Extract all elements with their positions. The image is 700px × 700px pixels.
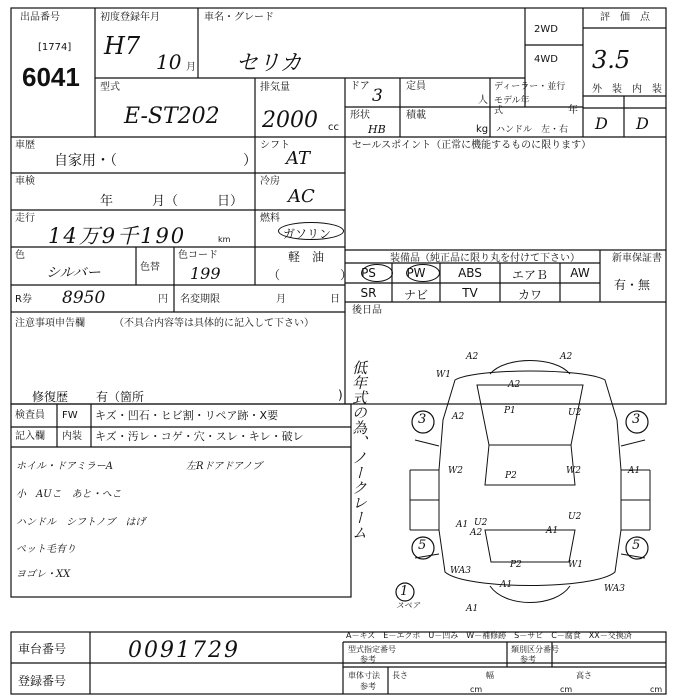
- name-change-day: 日: [330, 294, 340, 305]
- inspection-label: 車検: [15, 176, 35, 187]
- mark-10: A1: [628, 466, 641, 476]
- mark-8: W2: [448, 466, 463, 476]
- no-claim-text: 低年式の為、ノークレーム: [350, 360, 368, 540]
- model-name-value: セリカ: [236, 51, 302, 76]
- car-diagram: [395, 350, 665, 615]
- history-label: 車歴: [15, 140, 35, 151]
- r-ticket-value: 8950: [62, 288, 106, 308]
- history-value: 自家用・（ ）: [54, 153, 257, 169]
- doors-value: 3: [372, 86, 383, 106]
- drive-4wd: 4WD: [534, 54, 558, 65]
- equipment-abs: ABS: [458, 266, 482, 280]
- lot-label: 出品番号: [20, 12, 60, 23]
- dims-unit-height: cm: [650, 685, 663, 694]
- interior-label: 内 装: [632, 84, 662, 95]
- fuel-gasoline: ガソリン: [283, 227, 332, 241]
- displacement-label: 排気量: [260, 82, 290, 93]
- mark-17: P2: [510, 560, 522, 570]
- mark-13: W1: [568, 560, 583, 570]
- equipment-aw: AW: [570, 266, 590, 280]
- repair-value: 有（箇所: [96, 390, 145, 404]
- mark-20: WA3: [604, 584, 626, 594]
- equipment-tv: TV: [462, 286, 478, 300]
- lot-code: [1774]: [38, 42, 72, 53]
- model-year-label: モデル年式: [494, 96, 530, 116]
- mark-2: W1: [436, 370, 451, 380]
- dims-label: 車体寸法: [348, 671, 380, 680]
- mark-15: A2: [470, 528, 483, 538]
- ac-value: AC: [288, 186, 315, 207]
- equipment-pw: PW: [406, 266, 426, 280]
- mark-7: P2: [505, 471, 517, 481]
- capacity-label: 定員: [406, 81, 426, 92]
- mark-18: A1: [500, 580, 513, 590]
- repair-close: ): [338, 388, 343, 402]
- inspector-fw-label: FW: [62, 410, 78, 421]
- name-change-label: 名変期限: [180, 294, 220, 305]
- first-registration-month: 10: [156, 50, 182, 74]
- grade-label: 評 価 点: [600, 12, 650, 23]
- capacity-unit: 人: [478, 95, 488, 106]
- exterior-value: D: [595, 114, 608, 133]
- lot-number: 6041: [22, 62, 80, 92]
- chassis-label: 車台番号: [18, 642, 67, 656]
- load-label: 積載: [406, 110, 426, 121]
- color-code-value: 199: [190, 264, 221, 283]
- model-code-label: 型式: [100, 82, 120, 93]
- inspection-value: 年 月（ 日）: [100, 194, 244, 209]
- doors-label: ドア: [350, 81, 370, 92]
- inspector-label-bottom: 記入欄: [15, 431, 45, 442]
- first-registration-label: 初度登録年月: [100, 12, 160, 23]
- inspector-in-label: 内装: [62, 431, 82, 442]
- wheel-fr: 3: [632, 412, 641, 427]
- displacement-unit: cc: [328, 122, 339, 133]
- form-class-label: 類別区分番号: [511, 645, 559, 654]
- drive-2wd: 2WD: [534, 24, 558, 35]
- r-ticket-label: R券: [15, 294, 32, 305]
- fuel-label: 燃料: [260, 213, 280, 224]
- fuel-paren: （ ）: [268, 268, 353, 282]
- mark-3: A2: [452, 412, 465, 422]
- dims-unit-length: cm: [470, 685, 483, 694]
- mark-14: A1: [456, 520, 469, 530]
- note-line-4: ペット毛有り: [16, 544, 76, 555]
- equipment-navi: ナビ: [403, 288, 428, 302]
- first-registration-value: H7: [104, 32, 141, 60]
- mark-19: WA3: [450, 566, 472, 576]
- model-code-value: E-ST202: [124, 104, 220, 129]
- mark-6: P1: [504, 406, 516, 416]
- shape-value: HB: [368, 123, 386, 136]
- grade-value: 3.5: [592, 46, 631, 74]
- wheel-rr: 5: [632, 538, 641, 553]
- equipment-ps: PS: [361, 266, 376, 280]
- load-unit: kg: [476, 124, 489, 135]
- dims-unit-width: cm: [560, 685, 573, 694]
- wheel-rl: 5: [418, 538, 427, 553]
- dealer-parallel: ディーラー・並行: [494, 82, 566, 92]
- later-date-label: 後日品: [352, 305, 382, 316]
- fuel-light-oil: 軽 油: [288, 250, 325, 264]
- mileage-label: 走行: [15, 213, 35, 224]
- note-line-3: ハンドル シフトノブ はげ: [16, 517, 146, 528]
- wheel-spare: 1: [400, 584, 409, 599]
- mark-0: A2: [466, 352, 479, 362]
- model-year-unit: 年: [568, 105, 578, 116]
- pw-circle: [406, 264, 440, 282]
- legend: A－キズ E－エクボ U－凹み W－補修跡 S－サビ C－腐食 XX－交換済: [346, 631, 632, 640]
- model-name-label: 車名・グレード: [204, 12, 274, 23]
- repair-label: 修復歴: [32, 390, 69, 404]
- form-model-label: 型式指定番号: [348, 645, 396, 654]
- mileage-unit: km: [218, 235, 231, 244]
- inspector-label-top: 検査員: [15, 410, 45, 421]
- warranty-label: 新車保証書: [612, 253, 662, 264]
- mark-4: U2: [568, 408, 582, 418]
- r-ticket-unit: 円: [158, 294, 168, 305]
- exterior-label: 外 装: [592, 84, 622, 95]
- equipment-airbag: エアＢ: [511, 268, 548, 282]
- chassis-value: 0091729: [128, 638, 240, 663]
- mark-16: U2: [474, 518, 488, 528]
- mark-5: A2: [508, 380, 521, 390]
- mark-spare: スペア: [396, 601, 420, 610]
- ac-label: 冷房: [260, 176, 280, 187]
- color-changed: 色替: [140, 262, 160, 273]
- mileage-value: 14万9千190: [48, 224, 187, 248]
- first-registration-month-unit: 月: [186, 62, 196, 73]
- handle: ハンドル 左・右: [496, 125, 569, 135]
- form-class-sub: 参考: [520, 655, 536, 664]
- shape-label: 形状: [350, 110, 370, 121]
- color-value: シルバー: [46, 265, 101, 281]
- equipment-label: 装備品（純正品に限り丸を付けて下さい）: [390, 253, 580, 264]
- inspector-in-text: キズ・汚レ・コゲ・穴・スレ・キレ・破レ: [95, 430, 304, 443]
- caution-note: （不具合内容等は具体的に記入して下さい）: [114, 318, 314, 329]
- note-line-5: ヨゴレ・XX: [16, 569, 71, 580]
- fuel-circle: [278, 222, 344, 240]
- displacement-value: 2000: [262, 108, 318, 133]
- note-line-1: ホイル・ドアミラーA: [16, 461, 113, 472]
- equipment-leather: カワ: [517, 288, 542, 302]
- sales-point-label: セールスポイント（正常に機能するものに限ります）: [352, 140, 592, 151]
- shift-label: シフト: [260, 140, 290, 151]
- name-change-month: 月: [276, 294, 286, 305]
- interior-value: D: [636, 114, 649, 133]
- mark-21: A1: [466, 604, 479, 614]
- caution-label: 注意事項申告欄: [15, 318, 85, 329]
- shift-value: AT: [286, 148, 311, 169]
- form-model-sub: 参考: [360, 655, 376, 664]
- color-code-label: 色コード: [178, 250, 218, 261]
- equipment-sr: SR: [360, 286, 377, 300]
- mark-9: W2: [566, 466, 581, 476]
- dims-height: 高さ: [576, 671, 592, 680]
- registration-label: 登録番号: [18, 674, 67, 688]
- note-line-2: 小 AUこ あと・へこ: [16, 489, 122, 500]
- mark-11: U2: [568, 512, 582, 522]
- warranty-value: 有・無: [614, 278, 651, 292]
- dims-sub: 参考: [360, 682, 376, 691]
- ps-circle: [361, 264, 393, 282]
- inspector-fw-text: キズ・凹石・ヒビ割・リペア跡・X要: [95, 409, 279, 422]
- wheel-fl: 3: [418, 412, 427, 427]
- dims-length: 長さ: [392, 671, 408, 680]
- mark-1: A2: [560, 352, 573, 362]
- mark-12: A1: [546, 526, 559, 536]
- dims-width: 幅: [486, 671, 494, 680]
- color-label: 色: [15, 250, 25, 261]
- note-mid: 左Rドアドアノブ: [186, 461, 263, 472]
